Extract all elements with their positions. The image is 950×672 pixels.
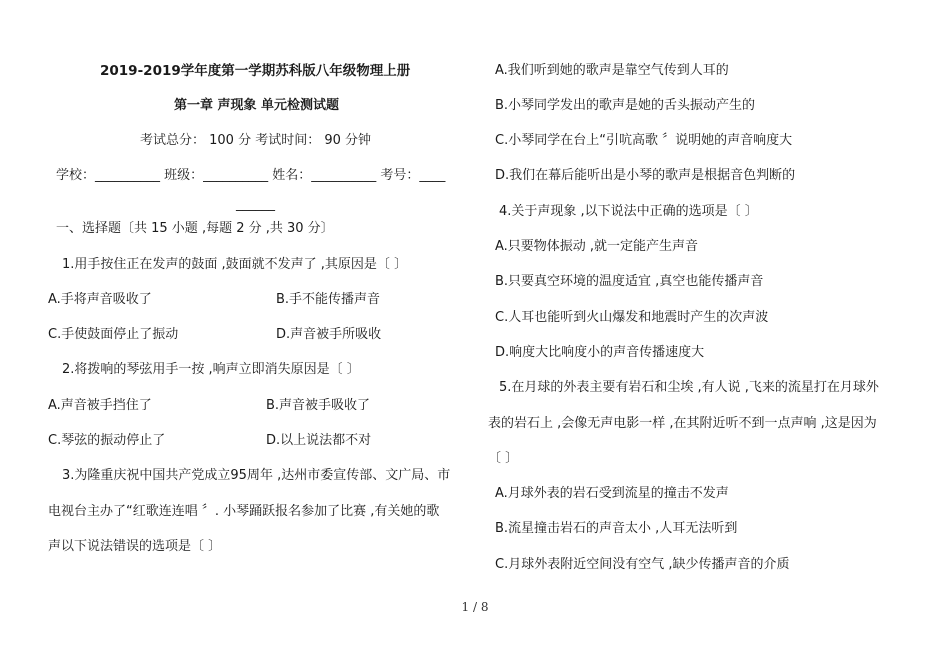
q3-stem-line3: 声以下说法错误的选项是〔 〕 <box>48 539 222 554</box>
q2-option-a: A.声音被手挡住了 <box>48 398 152 413</box>
q5-option-a: A.月球外表的岩石受到流星的撞击不发声 <box>495 486 729 501</box>
q3-option-b: B.小琴同学发出的歌声是她的舌头振动产生的 <box>495 98 756 113</box>
student-info-continued: ______ <box>236 197 275 212</box>
q3-option-a: A.我们听到她的歌声是靠空气传到人耳的 <box>495 63 729 78</box>
q2-option-b: B.声音被手吸收了 <box>266 398 371 413</box>
q2-option-c: C.琴弦的振动停止了 <box>48 433 166 448</box>
q4-option-c: C.人耳也能听到火山爆发和地震时产生的次声波 <box>495 310 769 325</box>
q5-stem-line3: 〔 〕 <box>488 451 519 466</box>
chapter-title: 第一章 声现象 单元检测试题 <box>174 98 340 113</box>
q2-option-d: D.以上说法都不对 <box>266 433 372 448</box>
q1-option-c: C.手使鼓面停止了振动 <box>48 327 179 342</box>
q1-option-a: A.手将声音吸收了 <box>48 292 152 307</box>
q3-option-c: C.小琴同学在台上“引吭高歌 〞说明她的声音响度大 <box>495 133 793 148</box>
q4-option-d: D.响度大比响度小的声音传播速度大 <box>495 345 705 360</box>
q1-option-b: B.手不能传播声音 <box>276 292 381 307</box>
q5-option-b: B.流星撞击岩石的声音太小 ,人耳无法听到 <box>495 521 738 536</box>
q5-stem-line1: 5.在月球的外表主要有岩石和尘埃 ,有人说 ,飞来的流星打在月球外 <box>499 380 879 395</box>
q4-option-b: B.只要真空环境的温度适宜 ,真空也能传播声音 <box>495 274 764 289</box>
q2-stem: 2.将拨响的琴弦用手一按 ,响声立即消失原因是〔 〕 <box>62 362 360 377</box>
q3-option-d: D.我们在幕后能听出是小琴的歌声是根据音色判断的 <box>495 168 796 183</box>
q3-stem-line1: 3.为隆重庆祝中国共产党成立95周年 ,达州市委宣传部、文广局、市 <box>62 468 451 483</box>
exam-info: 考试总分： 100 分 考试时间： 90 分钟 <box>140 133 372 148</box>
q4-stem: 4.关于声现象 ,以下说法中正确的选项是〔 〕 <box>499 204 758 219</box>
page-number: 1 / 8 <box>461 600 489 614</box>
q1-option-d: D.声音被手所吸收 <box>276 327 382 342</box>
exam-title: 2019-2019学年度第一学期苏科版八年级物理上册 <box>100 63 411 79</box>
q5-option-c: C.月球外表附近空间没有空气 ,缺少传播声音的介质 <box>495 557 790 572</box>
q4-option-a: A.只要物体振动 ,就一定能产生声音 <box>495 239 699 254</box>
student-info-fields: 学校：__________ 班级：__________ 姓名：__________ 考号：____ <box>56 168 446 183</box>
q1-stem: 1.用手按住正在发声的鼓面 ,鼓面就不发声了 ,其原因是〔 〕 <box>62 257 408 272</box>
q3-stem-line2: 电视台主办了“红歌连连唱 〞. 小琴踊跃报名参加了比赛 ,有关她的歌 <box>48 504 440 519</box>
q5-stem-line2: 表的岩石上 ,会像无声电影一样 ,在其附近听不到一点声响 ,这是因为 <box>488 416 877 431</box>
section-heading: 一、选择题〔共 15 小题 ,每题 2 分 ,共 30 分〕 <box>56 221 334 236</box>
